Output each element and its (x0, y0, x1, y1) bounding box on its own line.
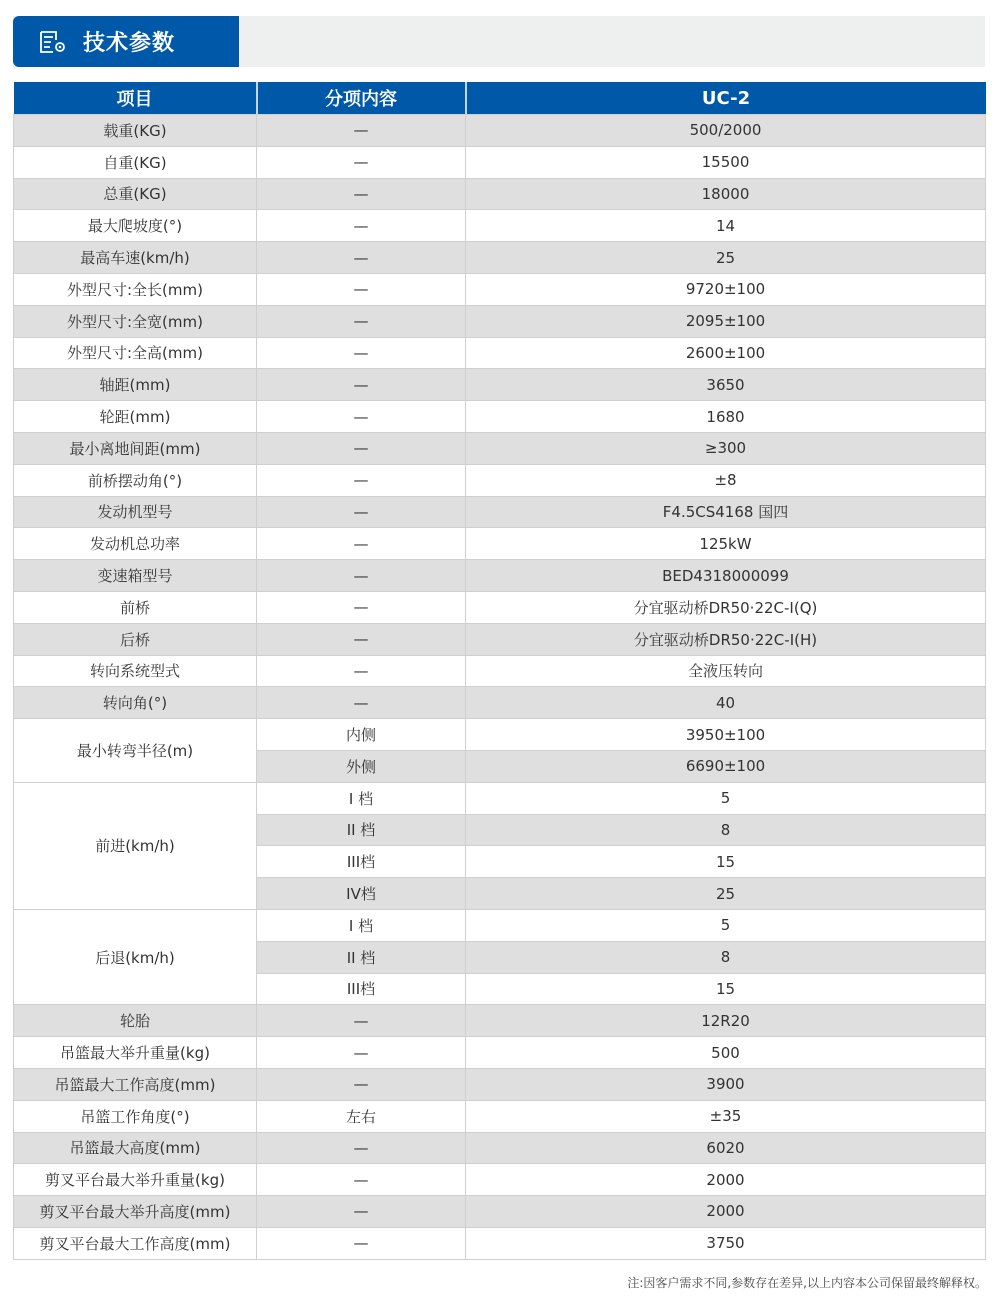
subitem-cell: — (257, 464, 466, 496)
value-cell: 6690±100 (466, 750, 986, 782)
value-cell: 9720±100 (466, 273, 986, 305)
item-cell: 外型尺寸:全高(mm) (14, 337, 257, 369)
item-cell: 后桥 (14, 623, 257, 655)
value-cell: 3900 (466, 1068, 986, 1100)
subitem-cell: — (257, 655, 466, 687)
item-cell: 最小转弯半径(m) (14, 719, 257, 783)
table-header-row (14, 82, 986, 115)
table-row (14, 1164, 986, 1196)
subitem-cell: — (257, 305, 466, 337)
table-row (14, 273, 986, 305)
subitem-cell: — (257, 115, 466, 147)
value-cell: 125kW (466, 528, 986, 560)
table-row (14, 242, 986, 274)
subitem-cell: — (257, 591, 466, 623)
value-cell: 8 (466, 941, 986, 973)
table-row (14, 560, 986, 592)
column-header-subitem: 分项内容 (257, 82, 466, 115)
value-cell: BED4318000099 (466, 560, 986, 592)
item-cell: 最高车速(km/h) (14, 242, 257, 274)
value-cell: 25 (466, 878, 986, 910)
item-cell: 最小离地间距(mm) (14, 432, 257, 464)
subitem-cell: — (257, 687, 466, 719)
item-cell: 转向角(°) (14, 687, 257, 719)
item-cell: 发动机总功率 (14, 528, 257, 560)
table-row (14, 623, 986, 655)
item-cell: 吊篮最大高度(mm) (14, 1132, 257, 1164)
table-row (14, 782, 986, 814)
item-cell: 前进(km/h) (14, 782, 257, 909)
subitem-cell: — (257, 1068, 466, 1100)
table-row (14, 146, 986, 178)
section-header-bar (13, 16, 985, 67)
value-cell: 6020 (466, 1132, 986, 1164)
value-cell: 3950±100 (466, 719, 986, 751)
subitem-cell: IV档 (257, 878, 466, 910)
value-cell: 3750 (466, 1227, 986, 1259)
table-row (14, 1227, 986, 1259)
subitem-cell: I 档 (257, 909, 466, 941)
value-cell: 3650 (466, 369, 986, 401)
item-cell: 轮距(mm) (14, 401, 257, 433)
table-row (14, 1132, 986, 1164)
value-cell: 18000 (466, 178, 986, 210)
value-cell: 2000 (466, 1196, 986, 1228)
value-cell: 2600±100 (466, 337, 986, 369)
subitem-cell: 左右 (257, 1100, 466, 1132)
value-cell: 分宜驱动桥DR50·22C-I(Q) (466, 591, 986, 623)
value-cell: 40 (466, 687, 986, 719)
item-cell: 后退(km/h) (14, 909, 257, 1004)
table-row (14, 909, 986, 941)
table-row (14, 115, 986, 147)
subitem-cell: — (257, 146, 466, 178)
value-cell: 15 (466, 973, 986, 1005)
item-cell: 前桥摆动角(°) (14, 464, 257, 496)
value-cell: 1680 (466, 401, 986, 433)
item-cell: 外型尺寸:全宽(mm) (14, 305, 257, 337)
subitem-cell: — (257, 623, 466, 655)
value-cell: 5 (466, 909, 986, 941)
value-cell: 5 (466, 782, 986, 814)
table-row (14, 687, 986, 719)
subitem-cell: 内侧 (257, 719, 466, 751)
item-cell: 总重(KG) (14, 178, 257, 210)
table-row (14, 1005, 986, 1037)
value-cell: ±35 (466, 1100, 986, 1132)
item-cell: 前桥 (14, 591, 257, 623)
subitem-cell: III档 (257, 846, 466, 878)
table-row (14, 305, 986, 337)
subitem-cell: — (257, 1132, 466, 1164)
table-body (14, 115, 986, 1260)
column-header-item: 项目 (14, 82, 257, 115)
subitem-cell: — (257, 1227, 466, 1259)
table-row (14, 369, 986, 401)
footnote: 注:因客户需求不同,参数存在差异,以上内容本公司保留最终解释权。 (627, 1276, 987, 1290)
table-row (14, 655, 986, 687)
table-row (14, 528, 986, 560)
table-row (14, 464, 986, 496)
table-row (14, 496, 986, 528)
value-cell: 分宜驱动桥DR50·22C-I(H) (466, 623, 986, 655)
subitem-cell: — (257, 1196, 466, 1228)
item-cell: 吊篮最大工作高度(mm) (14, 1068, 257, 1100)
subitem-cell: — (257, 496, 466, 528)
item-cell: 剪叉平台最大举升重量(kg) (14, 1164, 257, 1196)
table-row (14, 719, 986, 751)
subitem-cell: — (257, 369, 466, 401)
table-row (14, 1196, 986, 1228)
subitem-cell: — (257, 210, 466, 242)
value-cell: 2095±100 (466, 305, 986, 337)
subitem-cell: — (257, 337, 466, 369)
value-cell: 500/2000 (466, 115, 986, 147)
table-row (14, 1100, 986, 1132)
item-cell: 发动机型号 (14, 496, 257, 528)
table-row (14, 337, 986, 369)
item-cell: 剪叉平台最大工作高度(mm) (14, 1227, 257, 1259)
value-cell: 500 (466, 1037, 986, 1069)
subitem-cell: — (257, 242, 466, 274)
subitem-cell: — (257, 1164, 466, 1196)
item-cell: 轮胎 (14, 1005, 257, 1037)
subitem-cell: III档 (257, 973, 466, 1005)
item-cell: 吊篮最大举升重量(kg) (14, 1037, 257, 1069)
subitem-cell: — (257, 1005, 466, 1037)
value-cell: 12R20 (466, 1005, 986, 1037)
item-cell: 变速箱型号 (14, 560, 257, 592)
value-cell: ≥300 (466, 432, 986, 464)
spec-table (13, 82, 986, 1260)
value-cell: ±8 (466, 464, 986, 496)
item-cell: 吊篮工作角度(°) (14, 1100, 257, 1132)
value-cell: 15500 (466, 146, 986, 178)
table-row (14, 432, 986, 464)
subitem-cell: II 档 (257, 941, 466, 973)
item-cell: 外型尺寸:全长(mm) (14, 273, 257, 305)
spec-document-gear-icon (39, 31, 67, 53)
value-cell: 2000 (466, 1164, 986, 1196)
item-cell: 剪叉平台最大举升高度(mm) (14, 1196, 257, 1228)
subitem-cell: — (257, 401, 466, 433)
table-row (14, 1037, 986, 1069)
value-cell: 全液压转向 (466, 655, 986, 687)
value-cell: 14 (466, 210, 986, 242)
subitem-cell: I 档 (257, 782, 466, 814)
item-cell: 转向系统型式 (14, 655, 257, 687)
table-row (14, 1068, 986, 1100)
subitem-cell: — (257, 560, 466, 592)
table-row (14, 210, 986, 242)
value-cell: F4.5CS4168 国四 (466, 496, 986, 528)
subitem-cell: — (257, 178, 466, 210)
item-cell: 载重(KG) (14, 115, 257, 147)
item-cell: 轴距(mm) (14, 369, 257, 401)
subitem-cell: II 档 (257, 814, 466, 846)
table-row (14, 401, 986, 433)
table-row (14, 178, 986, 210)
item-cell: 自重(KG) (14, 146, 257, 178)
subitem-cell: — (257, 1037, 466, 1069)
section-title: 技术参数 (83, 31, 176, 56)
subitem-cell: — (257, 432, 466, 464)
subitem-cell: — (257, 528, 466, 560)
subitem-cell: — (257, 273, 466, 305)
value-cell: 25 (466, 242, 986, 274)
column-header-model: UC-2 (466, 82, 986, 115)
section-header-tab (13, 16, 239, 67)
value-cell: 15 (466, 846, 986, 878)
table-row (14, 591, 986, 623)
value-cell: 8 (466, 814, 986, 846)
item-cell: 最大爬坡度(°) (14, 210, 257, 242)
subitem-cell: 外侧 (257, 750, 466, 782)
